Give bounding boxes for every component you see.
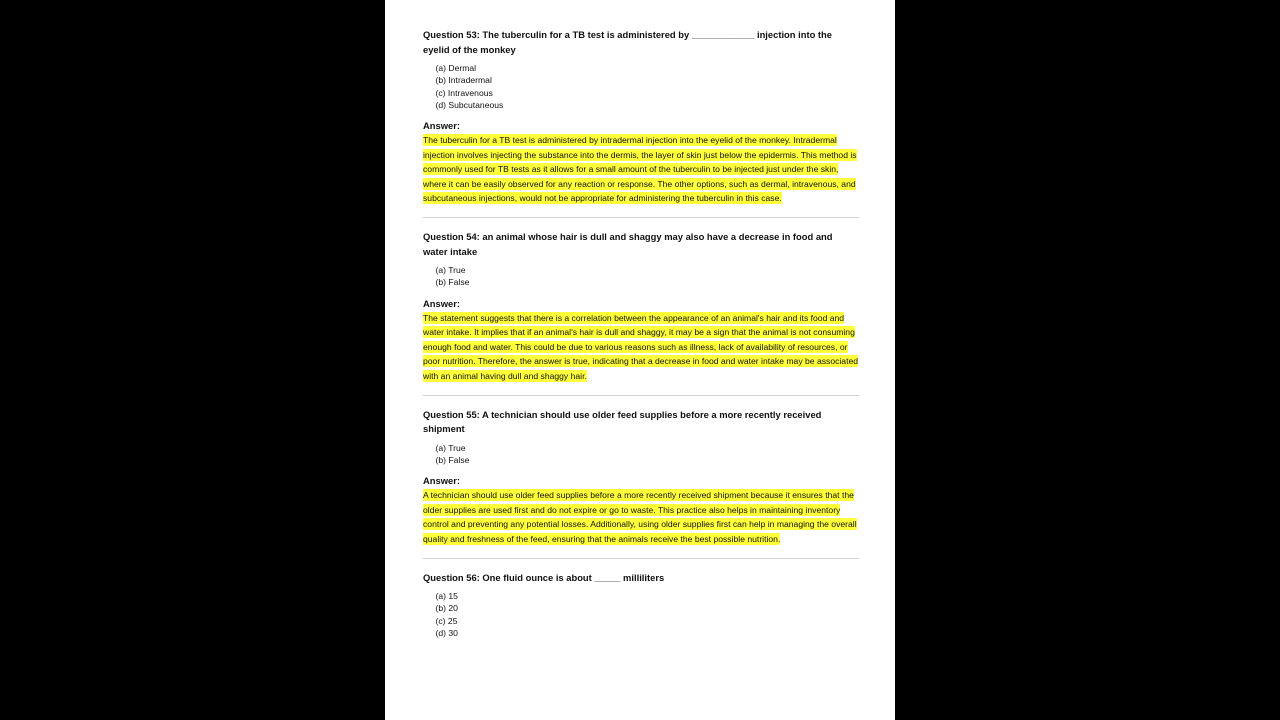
question-title: Question 54: an animal whose hair is dull and shaggy may also have a decrease in food and water intake xyxy=(423,230,833,257)
options-list xyxy=(423,264,859,288)
option-d: (d) 30 xyxy=(435,627,458,638)
document-content xyxy=(423,28,859,639)
answer-text xyxy=(423,311,859,384)
option-a: (a) True xyxy=(435,442,466,453)
option-a: (a) Dermal xyxy=(435,63,477,74)
option-b: (b) Intradermal xyxy=(435,75,492,86)
answer-highlight: The tuberculin for a TB test is administered by intradermal injection into the eyelid of the monkey. Intradermal injection involves injecting the substance into the dermis, the layer of skin just below the epidermis. This method is commonly used for TB tests as it allows for a small amount of the tuberculin to be injected just under the skin, where it can be easily observed for any reaction or response. The other options, such as dermal, intravenous, and subcutaneous injections, would not be appropriate for administering the tuberculin in this case. xyxy=(423,135,857,204)
question-56 xyxy=(423,571,859,639)
document-page xyxy=(385,0,895,720)
answer-label: Answer: xyxy=(423,297,460,309)
answer-highlight: A technician should use older feed supplies before a more recently received shipment because it ensures that the older supplies are used first and do not expire or go to waste. This practice also helps in maintaining inventory control and preventing any potential losses. Additionally, using older supplies first can help in managing the overall quality and freshness of the feed, ensuring that the animals receive the best possible nutrition. xyxy=(423,490,857,544)
question-title: Question 56: One fluid ounce is about _____ milliliters xyxy=(423,571,665,583)
option-d: (d) Subcutaneous xyxy=(435,99,504,110)
answer-text xyxy=(423,133,859,206)
divider xyxy=(423,558,859,559)
options-list xyxy=(423,442,859,466)
option-a: (a) True xyxy=(435,265,466,276)
question-53 xyxy=(423,28,859,206)
option-b: (b) False xyxy=(435,277,470,288)
option-b: (b) 20 xyxy=(435,603,458,614)
divider xyxy=(423,395,859,396)
question-55 xyxy=(423,408,859,547)
option-c: (c) 25 xyxy=(435,615,458,626)
question-title: Question 55: A technician should use older feed supplies before a more recently received shipment xyxy=(423,408,822,435)
question-54 xyxy=(423,230,859,384)
answer-highlight: The statement suggests that there is a correlation between the appearance of an animal's hair and its food and water intake. It implies that if an animal's hair is dull and shaggy, it may be a sign that the animal is not consuming enough food and water. This could be due to various reasons such as illness, lack of availability of resources, or poor nutrition. Therefore, the answer is true, indicating that a decrease in food and water intake may be associated with an animal having dull and shaggy hair. xyxy=(423,312,859,381)
answer-label: Answer: xyxy=(423,120,460,131)
divider xyxy=(423,217,859,218)
option-b: (b) False xyxy=(435,454,470,465)
options-list xyxy=(423,62,859,111)
options-list xyxy=(423,590,859,639)
option-c: (c) Intravenous xyxy=(435,87,493,98)
answer-label: Answer: xyxy=(423,475,460,487)
question-title: Question 53: The tuberculin for a TB test is administered by ____________ injection into the eyelid of the monkey xyxy=(423,29,832,55)
answer-text xyxy=(423,488,859,546)
option-a: (a) 15 xyxy=(435,591,458,602)
